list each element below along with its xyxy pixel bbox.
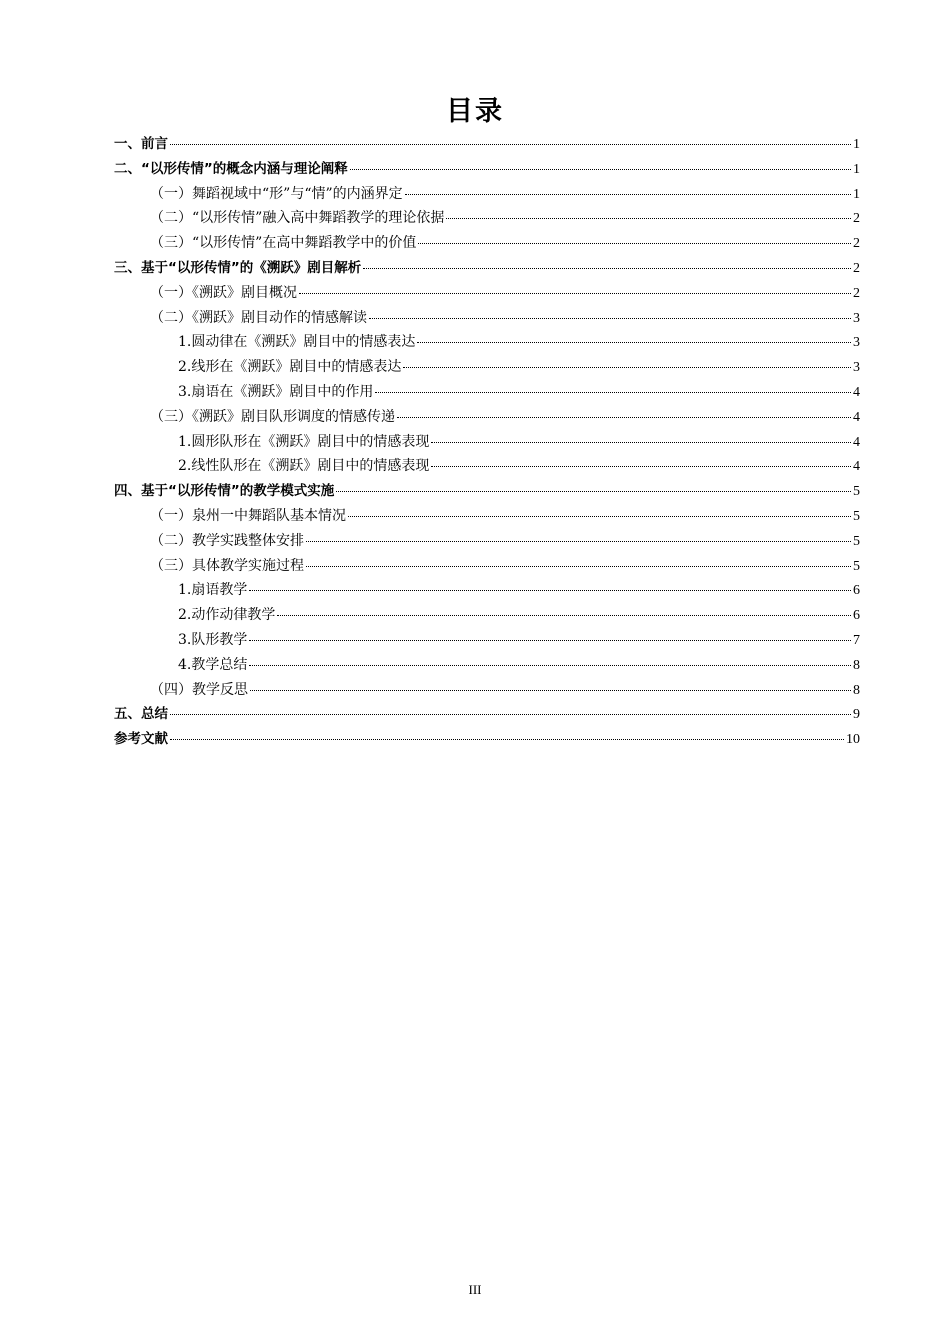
- toc-entry[interactable]: [114, 678, 860, 703]
- table-of-contents: [114, 132, 860, 752]
- toc-entry-page: 2: [853, 260, 860, 276]
- toc-entry[interactable]: [114, 529, 860, 554]
- toc-entry[interactable]: [114, 256, 860, 281]
- toc-entry[interactable]: [114, 479, 860, 504]
- footer-page-number: III: [468, 1282, 482, 1297]
- toc-entry-label: （一）舞蹈视域中“形”与“情”的内涵界定: [150, 185, 403, 202]
- toc-entry-label: 四、基于“以形传情”的教学模式实施: [114, 483, 335, 500]
- toc-entry-label: 2.线形在《溯跃》剧目中的情感表达: [178, 359, 402, 376]
- toc-entry-page: 1: [853, 137, 860, 152]
- toc-entry[interactable]: [114, 554, 860, 579]
- toc-dot-leader: [397, 416, 851, 418]
- toc-dot-leader: [299, 292, 851, 294]
- toc-entry-page: 3: [853, 310, 860, 326]
- toc-entry-label: 2.线性队形在《溯跃》剧目中的情感表现: [178, 458, 430, 475]
- toc-entry-page: 5: [853, 558, 860, 574]
- toc-entry[interactable]: [114, 454, 860, 479]
- toc-dot-leader: [403, 366, 851, 368]
- toc-entry-label: （二）教学实践整体安排: [150, 532, 304, 549]
- toc-entry-label: （三）“以形传情”在高中舞蹈教学中的价值: [150, 235, 417, 252]
- toc-entry[interactable]: [114, 231, 860, 256]
- toc-entry[interactable]: [114, 355, 860, 380]
- toc-dot-leader: [277, 614, 851, 616]
- toc-entry-label: 1.圆形队形在《溯跃》剧目中的情感表现: [178, 433, 430, 450]
- toc-entry-page: 4: [853, 459, 860, 475]
- toc-entry-label: 二、“以形传情”的概念内涵与理论阐释: [114, 160, 348, 177]
- toc-entry[interactable]: [114, 157, 860, 182]
- toc-entry-label: 4.教学总结: [178, 656, 248, 673]
- toc-dot-leader: [405, 193, 851, 195]
- toc-entry-page: 4: [853, 384, 860, 400]
- toc-entry-page: 8: [853, 682, 860, 698]
- toc-dot-leader: [170, 143, 851, 145]
- toc-entry[interactable]: [114, 702, 860, 727]
- toc-entry-label: 五、总结: [114, 706, 168, 723]
- toc-entry-label: （二）《溯跃》剧目动作的情感解读: [150, 309, 367, 326]
- toc-entry[interactable]: [114, 653, 860, 678]
- toc-entry-page: 6: [853, 583, 860, 599]
- toc-entry-page: 7: [853, 632, 860, 648]
- toc-entry-page: 2: [853, 211, 860, 227]
- toc-dot-leader: [306, 540, 851, 542]
- toc-entry[interactable]: [114, 578, 860, 603]
- toc-entry[interactable]: [114, 281, 860, 306]
- toc-dot-leader: [250, 689, 851, 691]
- toc-dot-leader: [446, 217, 851, 219]
- toc-entry[interactable]: [114, 405, 860, 430]
- toc-entry-page: 10: [846, 732, 860, 748]
- toc-entry[interactable]: [114, 430, 860, 455]
- toc-entry-page: 4: [853, 409, 860, 425]
- toc-entry-label: （一）《溯跃》剧目概况: [150, 284, 297, 301]
- toc-dot-leader: [348, 515, 851, 517]
- toc-entry[interactable]: [114, 132, 860, 157]
- toc-dot-leader: [306, 565, 851, 567]
- toc-dot-leader: [350, 168, 851, 170]
- toc-entry-label: （四）教学反思: [150, 681, 248, 698]
- toc-entry[interactable]: [114, 330, 860, 355]
- toc-entry-label: （三）具体教学实施过程: [150, 557, 304, 574]
- toc-entry-page: 8: [853, 657, 860, 673]
- toc-entry[interactable]: [114, 380, 860, 405]
- toc-entry-page: 5: [853, 533, 860, 549]
- toc-entry-page: 3: [853, 360, 860, 376]
- toc-dot-leader: [418, 242, 851, 244]
- toc-entry-label: 3.队形教学: [178, 631, 248, 648]
- toc-entry-label: 3.扇语在《溯跃》剧目中的作用: [178, 383, 374, 400]
- toc-entry[interactable]: [114, 306, 860, 331]
- toc-entry-page: 1: [853, 161, 860, 177]
- toc-entry-label: 参考文献: [114, 731, 168, 748]
- toc-entry-label: 2.动作动律教学: [178, 607, 276, 624]
- toc-dot-leader: [249, 639, 851, 641]
- toc-entry-label: 1.扇语教学: [178, 582, 248, 599]
- toc-entry[interactable]: [114, 727, 860, 752]
- toc-entry-page: 5: [853, 508, 860, 524]
- toc-entry-label: （一）泉州一中舞蹈队基本情况: [150, 507, 346, 524]
- toc-entry-page: 6: [853, 608, 860, 624]
- toc-dot-leader: [336, 490, 851, 492]
- toc-entry[interactable]: [114, 182, 860, 207]
- page-title: 目录: [446, 96, 504, 127]
- toc-entry[interactable]: [114, 206, 860, 231]
- toc-dot-leader: [170, 713, 851, 715]
- toc-dot-leader: [417, 341, 851, 343]
- toc-entry-page: 1: [853, 186, 860, 202]
- toc-dot-leader: [369, 317, 851, 319]
- toc-dot-leader: [249, 664, 851, 666]
- toc-entry-page: 4: [853, 434, 860, 450]
- toc-entry-page: 9: [853, 707, 860, 723]
- toc-entry-label: （二）“以形传情”融入高中舞蹈教学的理论依据: [150, 210, 445, 227]
- toc-entry-page: 2: [853, 285, 860, 301]
- toc-dot-leader: [249, 589, 851, 591]
- toc-dot-leader: [431, 441, 851, 443]
- toc-entry-page: 3: [853, 335, 860, 351]
- toc-entry[interactable]: [114, 504, 860, 529]
- toc-dot-leader: [375, 391, 851, 393]
- toc-entry[interactable]: [114, 603, 860, 628]
- toc-entry-label: 三、基于“以形传情”的《溯跃》剧目解析: [114, 259, 362, 276]
- toc-entry-page: 2: [853, 236, 860, 252]
- toc-dot-leader: [363, 267, 851, 269]
- toc-entry[interactable]: [114, 628, 860, 653]
- toc-entry-page: 5: [853, 484, 860, 500]
- toc-entry-label: 一、前言: [114, 136, 168, 152]
- toc-entry-label: （三）《溯跃》剧目队形调度的情感传递: [150, 408, 395, 425]
- toc-dot-leader: [170, 738, 844, 740]
- toc-dot-leader: [431, 465, 851, 467]
- toc-entry-label: 1.圆动律在《溯跃》剧目中的情感表达: [178, 334, 416, 351]
